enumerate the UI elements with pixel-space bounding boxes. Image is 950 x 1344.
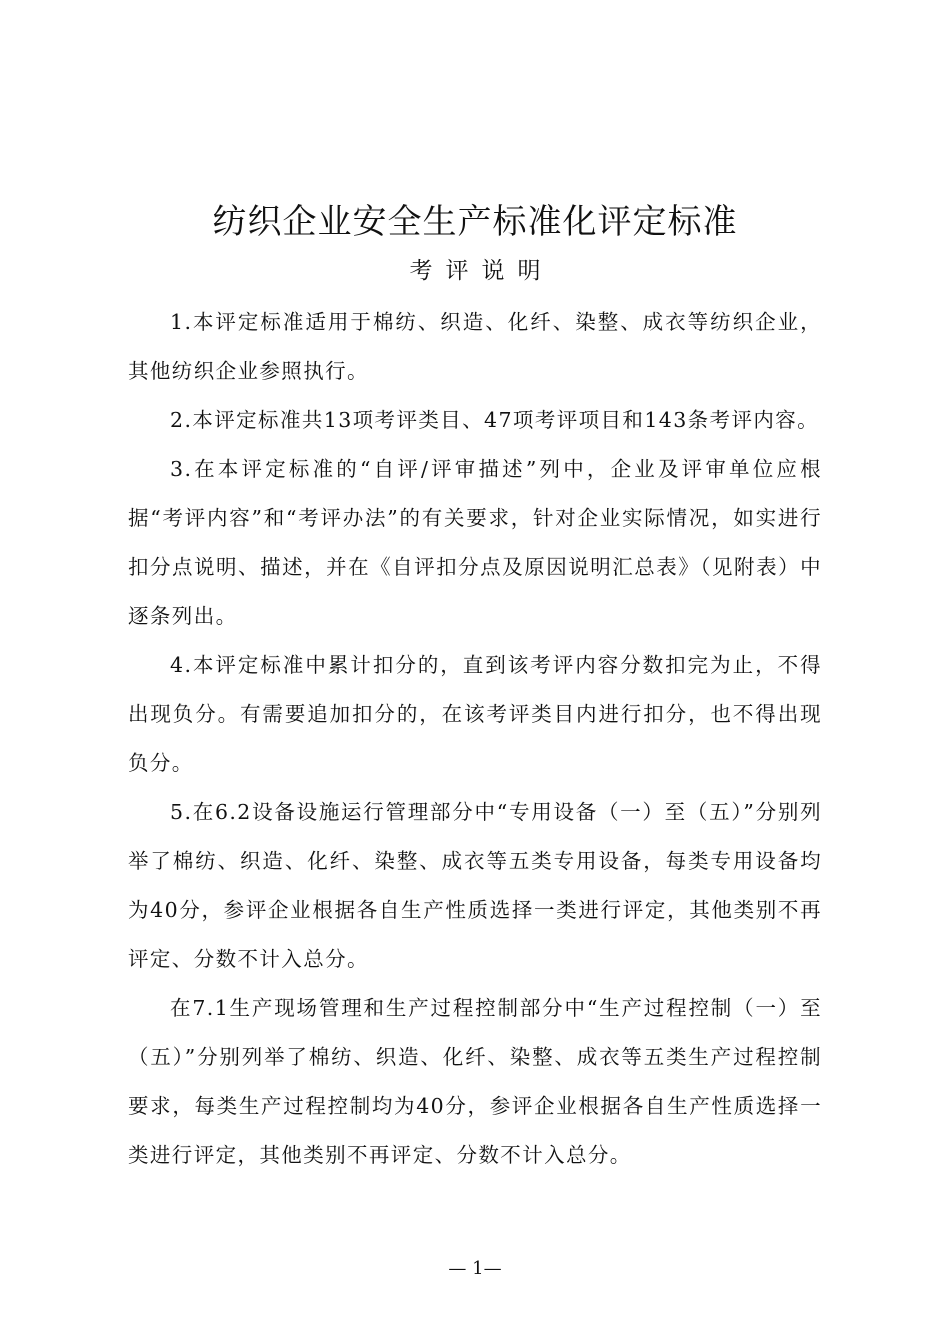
paragraph-5: 5.在6.2设备设施运行管理部分中“专用设备（一）至（五）”分别列举了棉纺、织造、化纤、染整、成衣等五类专用设备，每类专用设备均为40分，参评企业根据各自生产性质选择一类进行评定，其他类别不再评定、分数不计入总分。 (128, 800, 822, 971)
paragraph-1: 1.本评定标准适用于棉纺、织造、化纤、染整、成衣等纺织企业，其他纺织企业参照执行。 (128, 310, 822, 383)
document-title: 纺织企业安全生产标准化评定标准 (212, 202, 738, 242)
paragraph-2: 2.本评定标准共13项考评类目、47项考评项目和143条考评内容。 (170, 408, 820, 432)
section-subtitle: 考评说明 (409, 258, 554, 284)
paragraph-6: 在7.1生产现场管理和生产过程控制部分中“生产过程控制（一）至（五）”分别列举了棉纺、织造、化纤、染整、成衣等五类生产过程控制要求，每类生产过程控制均为40分，参评企业根据各自生产性质选择一类进行评定，其他类别不再评定、分数不计入总分。 (128, 996, 822, 1167)
paragraph-3: 3.在本评定标准的“自评/评审描述”列中，企业及评审单位应根据“考评内容”和“考评办法”的有关要求，针对企业实际情况，如实进行扣分点说明、描述，并在《自评扣分点及原因说明汇总表》（见附表）中逐条列出。 (128, 457, 822, 628)
document-body (128, 298, 822, 1180)
paragraph-4: 4.本评定标准中累计扣分的，直到该考评内容分数扣完为止，不得出现负分。有需要追加扣分的，在该考评类目内进行扣分，也不得出现负分。 (128, 653, 822, 775)
page-number: — 1— (448, 1258, 502, 1279)
